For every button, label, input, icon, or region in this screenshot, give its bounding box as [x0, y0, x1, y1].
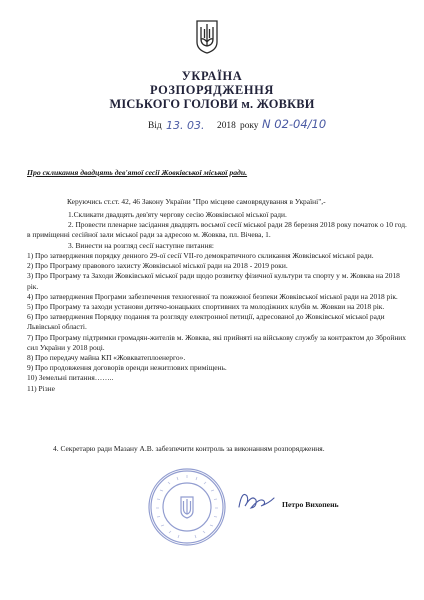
handwritten-signature: [236, 487, 276, 513]
date-year-word: року: [240, 121, 259, 131]
document-type-heading: РОЗПОРЯДЖЕННЯ: [150, 83, 274, 97]
date-line: [148, 117, 327, 132]
agenda-item: 9) Про продовження договорів оренди нежитлових приміщень.: [27, 363, 227, 373]
point-4: 4. Секретарю ради Мазану А.В. забезпечити контроль за виконанням розпорядження.: [53, 444, 325, 453]
coat-of-arms-icon: [196, 20, 218, 54]
date-day-month: 13. 03.: [166, 119, 205, 132]
agenda-item: 1) Про затвердження порядку денного 29-ої сесії VII-го демократичного скликання Жовківської міської ради.: [27, 251, 374, 260]
point-2: 2. Провести пленарне засідання двадцять восьмої сесії міської ради 28 березня 2018 року початок о 10 год. в приміщенні сесійної зали міської ради за адресою м. Жовква, пл. Вічева, 1.: [27, 220, 407, 240]
document-subject: Про скликання двадцять дев'ятої сесії Жовківської міської ради.: [27, 168, 248, 177]
agenda-item: 10) Земельні питання……..: [27, 373, 114, 383]
agenda-list: [27, 251, 409, 394]
country-heading: УКРАЇНА: [181, 69, 243, 83]
signer-name: Петро Вихопень: [282, 500, 339, 509]
agenda-item: 5) Про Програму та заходи установи дитячо-юнацьких спортивних та молодіжних клубів м. Жовкви на 2018 рік.: [27, 302, 385, 312]
date-from-label: Від: [148, 121, 162, 131]
agenda-item: 2) Про Програму правового захисту Жовківської міської ради на 2018 - 2019 роки.: [27, 261, 288, 271]
agenda-item: 4) Про затвердження Програми забезпечення техногенної та пожежної безпеки Жовківської міської ради на 2018 рік.: [27, 291, 398, 301]
intro-paragraph: Керуючись ст.ст. 42, 46 Закону України "Про місцеве самоврядування в Україні",-: [67, 197, 326, 206]
date-year: 2018: [217, 121, 236, 131]
official-stamp-icon: [146, 466, 228, 548]
agenda-item: 7) Про Програму підтримки громадян-жителів м. Жовква, які прийняті на військову службу за контрактом до Збройних сил України у 2018 році.: [27, 332, 406, 352]
agenda-item: 8) Про передачу майна КП «Жовкватеплоенерго».: [27, 353, 186, 363]
issuer-heading: МІСЬКОГО ГОЛОВИ м. ЖОВКВИ: [109, 97, 315, 111]
agenda-item: 11) Різне: [27, 383, 55, 393]
agenda-item: 6) Про затвердження Порядку подання та розгляду електронної петиції, адресованої до Жовківської міської ради Львівської області.: [27, 312, 385, 332]
document-number: N 02-04/10: [262, 117, 327, 131]
agenda-item: 3) Про Програму та Заходи Жовківської міської ради щодо розвитку фізичної культури та спорту у м. Жовква на 2018 рік.: [27, 271, 400, 291]
point-1: 1.Скликати двадцять дев'яту чергову сесію Жовківської міської ради.: [68, 210, 287, 219]
point-3: 3. Винести на розгляд сесії наступне питання:: [68, 241, 214, 250]
